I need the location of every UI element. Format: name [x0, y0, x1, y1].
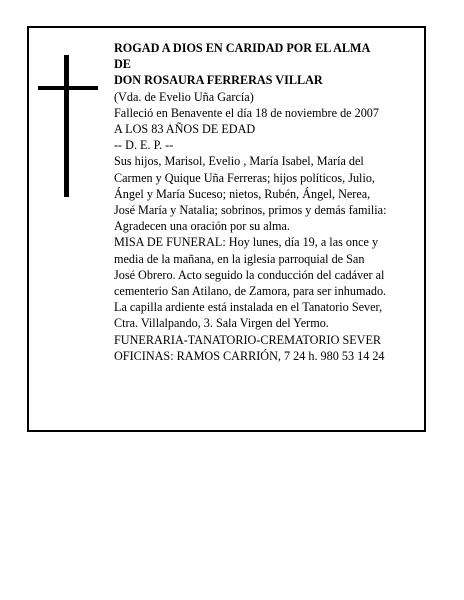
- notice-line: -- D. E. P. --: [114, 138, 174, 153]
- cross-horizontal-bar: [38, 86, 98, 90]
- notice-line: José Obrero. Acto seguido la conducción del cadáver al: [114, 267, 385, 282]
- notice-line: MISA DE FUNERAL: Hoy lunes, día 19, a las once y: [114, 235, 379, 250]
- notice-line: FUNERARIA-TANATORIO-CREMATORIO SEVER: [114, 332, 382, 347]
- notice-line: Ángel y María Suceso; nietos, Rubén, Ángel, Nerea,: [114, 186, 371, 201]
- notice-line: cementerio San Atilano, de Zamora, para ser inhumado.: [114, 284, 387, 299]
- notice-line: Carmen y Quique Uña Ferreras; hijos políticos, Julio,: [114, 170, 375, 185]
- notice-line: ROGAD A DIOS EN CARIDAD POR EL ALMA: [114, 41, 371, 55]
- notice-line: media de la mañana, en la iglesia parroquial de San: [114, 251, 365, 266]
- notice-line: DE: [114, 57, 131, 72]
- notice-line: OFICINAS: RAMOS CARRIÓN, 7 24 h. 980 53 14 24: [114, 348, 385, 363]
- notice-line: José María y Natalia; sobrinos, primos y demás familia:: [114, 203, 387, 218]
- notice-line: (Vda. de Evelio Uña García): [114, 89, 254, 104]
- notice-line: Agradecen una oración por su alma.: [114, 219, 290, 234]
- notice-line: La capilla ardiente está instalada en el Tanatorio Sever,: [114, 300, 383, 315]
- obituary-text: [114, 40, 424, 364]
- notice-line: A LOS 83 AÑOS DE EDAD: [114, 122, 256, 137]
- notice-line: Ctra. Villalpando, 3. Sala Virgen del Yermo.: [114, 316, 329, 331]
- notice-line: Falleció en Benavente el día 18 de noviembre de 2007: [114, 105, 379, 120]
- notice-line: Sus hijos, Marisol, Evelio , María Isabel, María del: [114, 154, 364, 169]
- cross-vertical-bar: [64, 55, 69, 197]
- notice-line: DON ROSAURA FERRERAS VILLAR: [114, 73, 323, 88]
- latin-cross-icon: [38, 55, 98, 197]
